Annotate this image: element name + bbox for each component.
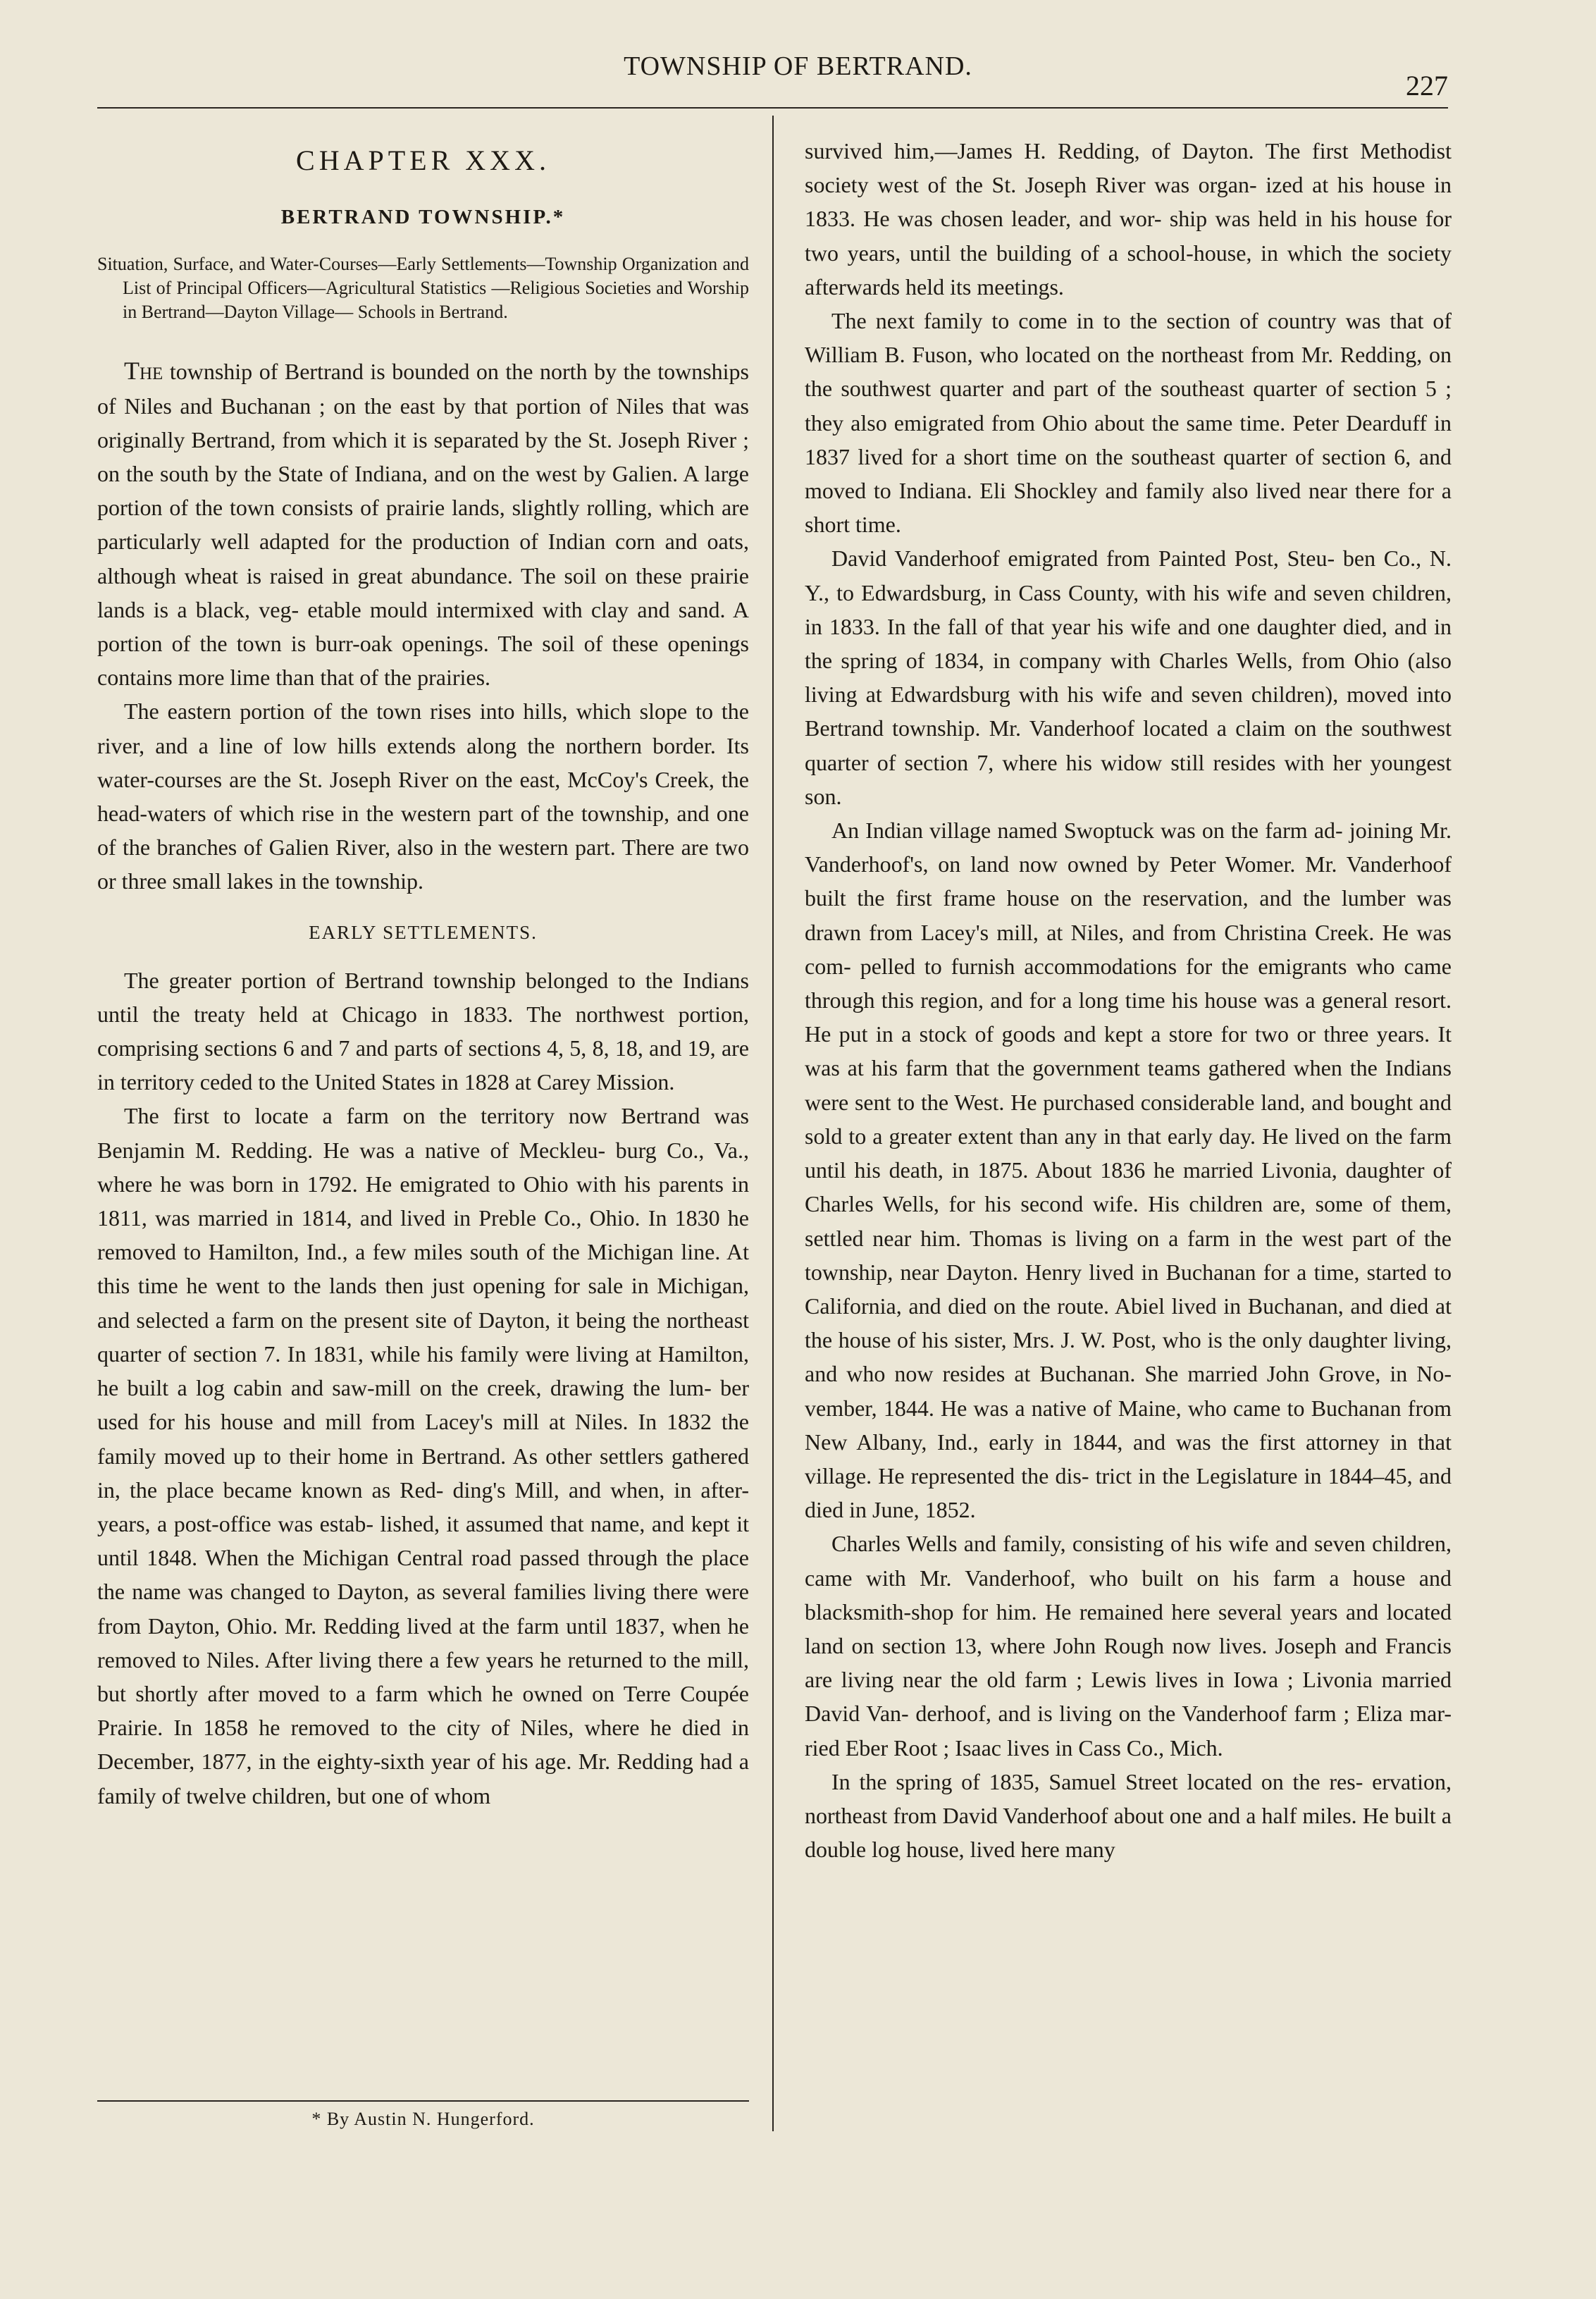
chapter-synopsis: Situation, Surface, and Water-Courses—Early Settlements—Township Organization and List of Principal Officers—Agricultural Statistics —Religious Societies and Worship in Bertrand—Dayton Village— Schools in Bertrand.	[97, 254, 749, 323]
footnote: * By Austin N. Hungerford.	[311, 2109, 535, 2129]
paragraph: An Indian village named Swoptuck was on the farm ad- joining Mr. Vanderhoof's, on land now owned by Peter Womer. Mr. Vanderhoof built the first frame house on the reservation, and the lumber was drawn from Lacey's mill, at Niles, and from Christina Creek. He was com- pelled to furnish accommodations for the emigrants who came through this region, and for a long time his house was a general resort. He put in a stock of goods and kept a store for two or three years. It was at his farm that the government teams gathered when the Indians were sent to the West. He purchased considerable land, and bought and sold to a greater extent than any in that early day. He lived on the farm until his death, in 1875. About 1836 he married Livonia, daughter of Charles Wells, for his second wife. His children are, some of them, settled near him. Thomas is living on a farm in the west part of the township, near Dayton. Henry lived in Buchanan for a time, started to California, and died on the route. Abiel lived in Buchanan, and died at the house of his sister, Mrs. J. W. Post, who is the only daughter living, and who now resides at Buchanan. She married John Grove, in No- vember, 1844. He was a native of Maine, who came to Buchanan from New Albany, Ind., early in 1844, and was the first attorney in that village. He represented the dis- trict in the Legislature in 1844–45, and died in June, 1852.	[805, 818, 1452, 1523]
chapter-subtitle: BERTRAND TOWNSHIP.*	[280, 206, 566, 229]
paragraph: The eastern portion of the town rises into hills, which slope to the river, and a line of low hills extends along the northern border. Its water-courses are the St. Joseph River on the east, McCoy's Creek, the head-waters of which rise in the western part of the township, and one of the branches of Galien River, also in the western part. There are two or three small lakes in the township.	[97, 698, 749, 894]
left-column	[97, 134, 749, 1813]
paragraph: survived him,—James H. Redding, of Dayton. The first Methodist society west of the St. Joseph River was organ- ized at his house in 1833. He was chosen leader, and wor- ship was held in his house for two years, until the building of a school-house, in which the society afterwards held its meetings.	[805, 138, 1452, 300]
paragraph: The greater portion of Bertrand township belonged to the Indians until the treaty held at Chicago in 1833. The northwest portion, comprising sections 6 and 7 and parts of sections 4, 5, 8, 18, and 19, are in territory ceded to the United States in 1828 at Carey Mission.	[97, 967, 749, 1095]
paragraph: In the spring of 1835, Samuel Street located on the res- ervation, northeast from David Vanderhoof about one and a half miles. He built a double log house, lived here many	[805, 1768, 1452, 1863]
paragraph-lead-word: The	[124, 357, 163, 386]
column-divider	[772, 116, 774, 2131]
paragraph	[97, 354, 749, 694]
paragraph-text: township of Bertrand is bounded on the north by the townships of Niles and Buchanan ; on the east by that portion of Niles that was originally Bertrand, from which it is separated by the St. Joseph River ; on the south by the State of Indiana, and on the west by Galien. A large portion of the town consists of prairie lands, slightly rolling, which are particularly well adapted for the production of Indian corn and oats, although wheat is raised in great abundance. The soil on these prairie lands is a black, veg- etable mould intermixed with clay and sand. A portion of the town is burr-oak openings. The soil of these openings contains more lime than that of the prairies.	[97, 359, 749, 691]
footnote-rule	[97, 2100, 749, 2102]
paragraph: The next family to come in to the section of country was that of William B. Fuson, who located on the northeast from Mr. Redding, on the southwest quarter and part of the southeast quarter of section 5 ; they also emigrated from Ohio about the same time. Peter Dearduff in 1837 lived for a short time on the southeast quarter of section 6, and moved to Indiana. Eli Shockley and family also lived near there for a short time.	[805, 308, 1452, 538]
running-title: TOWNSHIP OF BERTRAND.	[624, 51, 972, 81]
paragraph: Charles Wells and family, consisting of his wife and seven children, came with Mr. Vanderhoof, who built on his farm a house and blacksmith-shop for him. He remained here several years and located land on section 13, where John Rough now lives. Joseph and Francis are living near the old farm ; Lewis lives in Iowa ; Livonia married David Van- derhoof, and is living on the Vanderhoof farm ; Eliza mar- ried Eber Root ; Isaac lives in Cass Co., Mich.	[805, 1531, 1452, 1761]
page-number: 227	[1406, 70, 1448, 101]
chapter-title: CHAPTER XXX.	[296, 144, 550, 176]
paragraph: David Vanderhoof emigrated from Painted Post, Steu- ben Co., N. Y., to Edwardsburg, in Cass County, with his wife and seven children, in 1833. In the fall of that year his wife and one daughter died, and in the spring of 1834, in company with Charles Wells, from Ohio (also living at Edwardsburg with his wife and seven children), moved into Bertrand township. Mr. Vanderhoof located a claim on the southwest quarter of section 7, where his widow still resides with her youngest son.	[805, 546, 1452, 809]
section-heading: EARLY SETTLEMENTS.	[309, 921, 538, 943]
header-rule	[97, 107, 1448, 109]
paragraph: The first to locate a farm on the territory now Bertrand was Benjamin M. Redding. He was a native of Meckleu- burg Co., Va., where he was born in 1792. He emigrated to Ohio with his parents in 1811, was married in 1814, and lived in Preble Co., Ohio. In 1830 he removed to Hamilton, Ind., a few miles south of the Michigan line. At this time he went to the lands then just opening for sale in Michigan, and selected a farm on the present site of Dayton, it being the northeast quarter of section 7. In 1831, while his family were living at Hamilton, he built a log cabin and saw-mill on the creek, drawing the lum- ber used for his house and mill from Lacey's mill at Niles. In 1832 the family moved up to their home in Bertrand. As other settlers gathered in, the place became known as Red- ding's Mill, and when, in after-years, a post-office was estab- lished, it assumed that name, and kept it until 1848. When the Michigan Central road passed through the place the name was changed to Dayton, as several families living there were from Dayton, Ohio. Mr. Redding lived at the farm until 1837, when he removed to Niles. After living there a few years he returned to the mill, but shortly after moved to a farm which he owned on Terre Coupée Prairie. In 1858 he removed to the city of Niles, where he died in December, 1877, in the eighty-sixth year of his age. Mr. Redding had a family of twelve children, but one of whom	[97, 1103, 749, 1808]
right-column	[805, 134, 1452, 1866]
